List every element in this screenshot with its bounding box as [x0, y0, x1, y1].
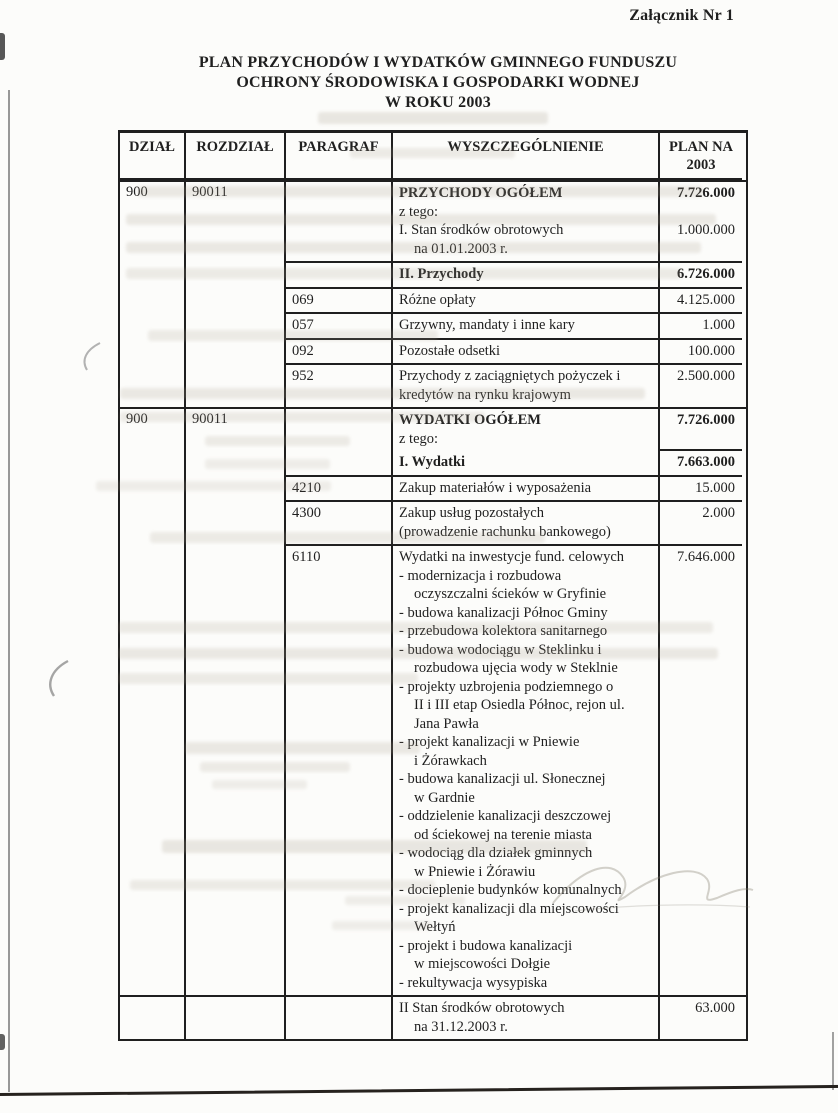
description-cell: [393, 546, 660, 995]
dzial-cell: [120, 997, 186, 1039]
plan-cell: [660, 546, 742, 995]
paragraf-number: 4210: [292, 479, 321, 496]
description-line: od ściekowej na terenie miasta: [414, 826, 592, 843]
description-cell: [393, 451, 660, 477]
table-header-row: [120, 133, 746, 182]
description-line: z tego:: [399, 430, 439, 447]
description-line: Grzywny, mandaty i inne kary: [399, 317, 575, 333]
description-cell: [393, 263, 660, 289]
description-line: - docieplenie budynków komunalnych: [399, 882, 622, 898]
plan-value: 2.000: [702, 505, 735, 521]
description-line: Przychody z zaciągniętych pożyczek i: [399, 368, 621, 384]
description-line: - projekt kanalizacji dla miejscowości: [399, 900, 619, 917]
paragraf-number: 6110: [292, 549, 321, 565]
description-line: II. Przychody: [399, 266, 484, 282]
plan-cell: [660, 451, 742, 477]
description-line: - budowa kanalizacji Północ Gminy: [399, 604, 608, 621]
description-line: (prowadzenie rachunku bankowego): [399, 523, 611, 540]
description-line: - budowa kanalizacji ul. Słonecznej: [399, 771, 606, 787]
description-line: Różne opłaty: [399, 291, 476, 308]
description-line: Jana Pawła: [414, 715, 479, 732]
paragraf-cell: [286, 451, 393, 477]
plan-value: 6.726.000: [677, 266, 735, 282]
description-line: - projekt i budowa kanalizacji: [399, 937, 573, 954]
plan-cell: [660, 314, 742, 340]
paragraf-cell: [286, 182, 393, 263]
plan-cell: [660, 340, 742, 366]
paragraf-cell: [286, 314, 393, 340]
title-line-3: W ROKU 2003: [385, 94, 491, 111]
description-cell: [393, 340, 660, 366]
table-section-1: [120, 182, 746, 409]
plan-value: 7.726.000: [677, 412, 735, 428]
document-title: [0, 53, 838, 113]
rozdzial-cell: 90011: [186, 182, 286, 407]
plan-value: 100.000: [687, 342, 735, 359]
column-header-5: PLAN NA 2003: [660, 133, 742, 180]
description-line: w Pniewie i Żórawiu: [414, 863, 536, 880]
plan-cell: [660, 997, 742, 1039]
description-cell: [393, 289, 660, 315]
paragraf-cell: [286, 263, 393, 289]
plan-cell: [660, 289, 742, 315]
description-line: - oddzielenie kanalizacji deszczowej: [399, 808, 612, 824]
paragraf-cell: [286, 365, 393, 407]
description-line: w Gardnie: [414, 789, 475, 806]
plan-cell: [660, 365, 742, 407]
plan-value: 63.000: [695, 1000, 735, 1016]
description-cell: [393, 502, 660, 546]
plan-value: 7.646.000: [677, 549, 735, 565]
title-line-1: PLAN PRZYCHODÓW I WYDATKÓW GMINNEGO FUNDUSZU: [198, 54, 678, 71]
paragraf-cell: [286, 477, 393, 503]
attachment-label: Załącznik Nr 1: [629, 7, 734, 24]
description-line: z tego:: [399, 203, 439, 220]
paragraf-cell: [286, 546, 393, 995]
page-edge-line-right: [832, 1032, 834, 1090]
description-line: - projekty uzbrojenia podziemnego o: [399, 678, 614, 695]
description-line: rozbudowa ujęcia wody w Steklnie: [414, 660, 618, 676]
plan-cell: [660, 502, 742, 546]
title-line-2: OCHRONY ŚRODOWISKA I GOSPODARKI WODNEJ: [236, 74, 640, 91]
description-cell: [393, 182, 660, 263]
plan-value: 7.663.000: [677, 454, 735, 470]
description-line: kredytów na rynku krajowym: [399, 386, 571, 403]
table-section-3: [120, 997, 746, 1039]
page-edge-line-left: [8, 90, 10, 1092]
description-line: - projekt kanalizacji w Pniewie: [399, 734, 580, 750]
description-cell: [393, 477, 660, 503]
pen-mark-lower: [42, 658, 76, 700]
paragraf-number: 069: [292, 291, 314, 308]
paragraf-number: 952: [292, 368, 314, 384]
description-line: - przebudowa kolektora sanitarnego: [399, 623, 608, 639]
plan-cell: [660, 409, 742, 451]
description-line: Zakup usług pozostałych: [399, 505, 544, 521]
description-line: - modernizacja i rozbudowa: [399, 567, 562, 584]
column-header-3: PARAGRAF: [286, 133, 393, 180]
plan-value: 4.125.000: [677, 291, 735, 308]
dzial-cell: 900: [120, 409, 186, 995]
description-line: Wydatki na inwestycje fund. celowych: [399, 549, 625, 565]
description-line: II Stan środków obrotowych: [399, 1000, 565, 1016]
table-section-2: [120, 409, 746, 997]
description-line: I. Wydatki: [399, 454, 466, 470]
description-cell: [393, 409, 660, 451]
description-line: WYDATKI OGÓŁEM: [399, 412, 541, 428]
plan-cell: [660, 182, 742, 263]
description-line: - budowa wodociągu w Steklinku i: [399, 641, 602, 658]
plan-cell: [660, 263, 742, 289]
paragraf-cell: [286, 409, 393, 451]
description-cell: [393, 365, 660, 407]
plan-value: 1.000.000: [677, 222, 735, 238]
scan-mark-bottom-left: [0, 1034, 5, 1050]
dzial-cell: 900: [120, 182, 186, 407]
column-header-4: WYSZCZEGÓLNIENIE: [393, 133, 660, 180]
rozdzial-cell: [186, 997, 286, 1039]
bleedthrough-smudge: [318, 112, 548, 124]
description-line: II i III etap Osiedla Północ, rejon ul.: [414, 697, 625, 713]
description-line: PRZYCHODY OGÓŁEM: [399, 185, 563, 201]
description-line: oczyszczalni ścieków w Gryfinie: [414, 586, 607, 602]
description-line: I. Stan środków obrotowych: [399, 222, 564, 238]
description-line: Wełtyń: [414, 919, 456, 935]
plan-value: 7.726.000: [677, 185, 735, 201]
budget-table: [118, 130, 748, 1041]
column-header-2: ROZDZIAŁ: [186, 133, 286, 180]
column-header-1: DZIAŁ: [120, 133, 186, 180]
plan-value: 1.000: [702, 317, 735, 333]
plan-value: [662, 203, 735, 222]
plan-value: 15.000: [695, 479, 735, 496]
plan-value: 2.500.000: [677, 368, 735, 384]
paragraf-cell: [286, 340, 393, 366]
rozdzial-cell: 90011: [186, 409, 286, 995]
description-line: Pozostałe odsetki: [399, 342, 501, 359]
paragraf-number: 057: [292, 317, 314, 333]
plan-cell: [660, 477, 742, 503]
description-line: - wodociąg dla działek gminnych: [399, 845, 593, 861]
paragraf-number: 092: [292, 342, 314, 359]
description-line: na 01.01.2003 r.: [414, 240, 508, 257]
description-line: na 31.12.2003 r.: [414, 1018, 508, 1035]
description-line: Zakup materiałów i wyposażenia: [399, 479, 592, 496]
paragraf-number: 4300: [292, 505, 321, 521]
paragraf-cell: [286, 502, 393, 546]
page-edge-line-bottom: [0, 1085, 838, 1096]
paragraf-cell: [286, 289, 393, 315]
description-cell: [393, 997, 660, 1039]
pen-mark-upper: [76, 340, 108, 374]
paragraf-cell: [286, 997, 393, 1039]
description-line: - rekultywacja wysypiska: [399, 974, 548, 991]
description-line: i Żórawkach: [414, 752, 487, 769]
description-line: w miejscowości Dołgie: [414, 956, 551, 972]
description-cell: [393, 314, 660, 340]
